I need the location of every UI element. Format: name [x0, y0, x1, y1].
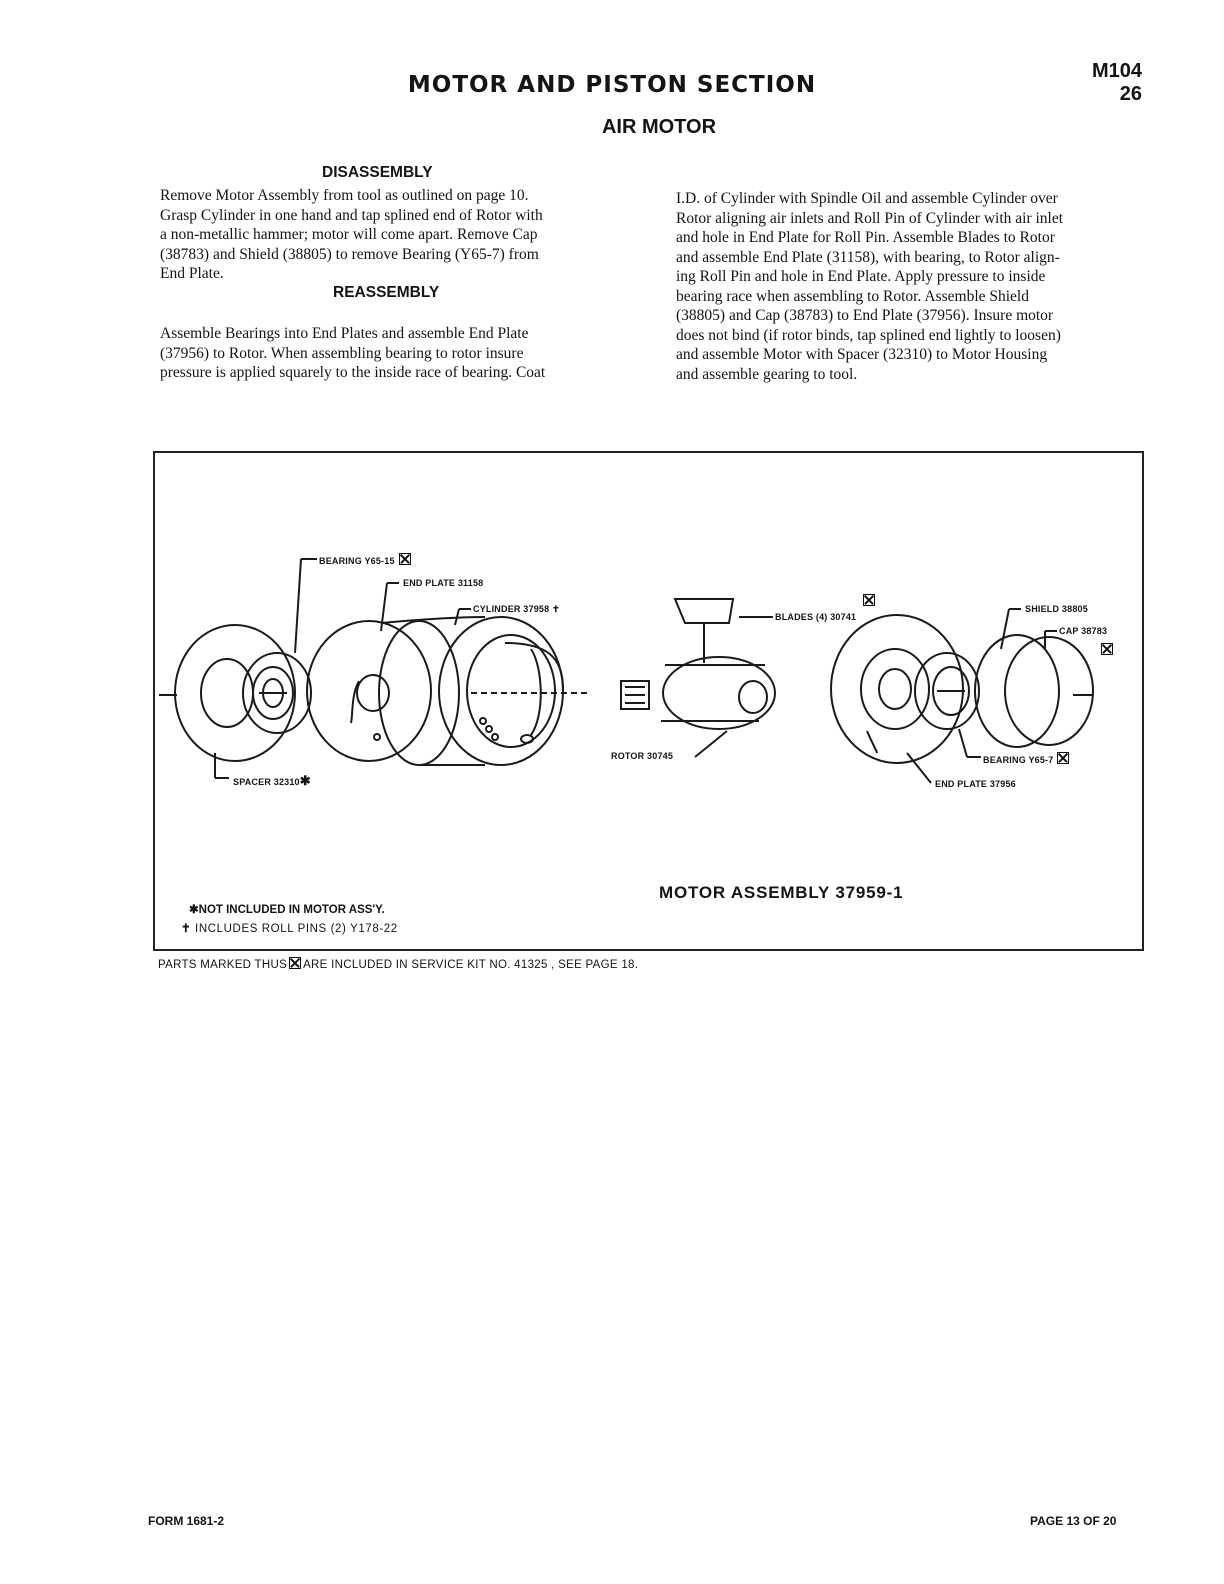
text-line: pressure is applied squarely to the inside race of bearing. Coat [160, 364, 546, 381]
disassembly-heading: DISASSEMBLY [322, 164, 433, 181]
label-bearing-y65-7 [983, 752, 1069, 765]
label-cylinder-37958 [473, 604, 560, 615]
label-blades-kit [859, 594, 875, 607]
motor-exploded-drawing [155, 453, 1142, 949]
service-kit-note [158, 957, 638, 971]
disassembly-text [160, 186, 628, 284]
text-line: and assemble gearing to tool. [676, 365, 858, 383]
label-end-plate-31158: END PLATE 31158 [403, 578, 484, 588]
form-number: FORM 1681-2 [148, 1514, 225, 1528]
text-line: bearing race when assembling to Rotor. Assemble Shield [676, 287, 1029, 305]
page-title: MOTOR AND PISTON SECTION [407, 72, 817, 98]
blades-part [675, 599, 733, 623]
spacer-bore [201, 659, 253, 727]
cross-marker-icon: ✝ [181, 923, 196, 935]
service-kit-box-icon [1057, 752, 1069, 764]
page-number: PAGE 13 OF 20 [1030, 1514, 1117, 1528]
service-kit-note-before: PARTS MARKED THUS [158, 959, 288, 971]
text-line: End Plate. [160, 265, 224, 282]
manual-code-top: M104 [1091, 60, 1142, 82]
text-line: (38783) and Shield (38805) to remove Bearing (Y65-7) from [160, 245, 539, 263]
section-subtitle: AIR MOTOR [601, 116, 717, 138]
text-line: (38805) and Cap (38783) to End Plate (37956). Insure motor [676, 307, 1054, 324]
label-rotor-30745: ROTOR 30745 [611, 751, 674, 761]
shield-part [975, 635, 1059, 747]
end-plate-left-part [307, 621, 431, 761]
label-shield-38805: SHIELD 38805 [1025, 604, 1088, 614]
service-kit-box-icon [399, 553, 411, 565]
reassembly-text-left [160, 324, 628, 383]
rotor-part [663, 657, 775, 729]
service-kit-box-icon [1101, 643, 1113, 655]
label-text: SPACER 32310 [233, 777, 300, 787]
reassembly-text-right [676, 189, 1144, 384]
cylinder-part [381, 617, 485, 623]
text-line: Assemble Bearings into End Plates and assemble End Plate [160, 325, 529, 342]
text-line: and assemble Motor with Spacer (32310) to Motor Housing [676, 346, 1048, 363]
text-line: Grasp Cylinder in one hand and tap splined end of Rotor with [160, 206, 543, 224]
text-line: and hole in End Plate for Roll Pin. Assemble Blades to Rotor [676, 229, 1055, 246]
note-roll-pins-text: INCLUDES ROLL PINS (2) Y178-22 [195, 923, 398, 935]
text-line: Remove Motor Assembly from tool as outlined on page 10. [160, 187, 529, 204]
label-end-plate-37956: END PLATE 37956 [935, 779, 1016, 789]
note-roll-pins [181, 921, 398, 935]
text-line: I.D. of Cylinder with Spindle Oil and assemble Cylinder over [676, 190, 1058, 207]
label-text: CYLINDER 37958 [473, 604, 550, 614]
text-line: does not bind (if rotor binds, tap splined end lightly to loosen) [676, 326, 1061, 344]
text-line: ing Roll Pin and hole in End Plate. Apply pressure to inside [676, 268, 1046, 285]
star-marker-icon: ✱ [299, 773, 311, 788]
label-text: BEARING Y65-15 [319, 556, 395, 566]
service-kit-box-icon [863, 594, 875, 606]
label-cap-38783: CAP 38783 [1059, 626, 1108, 636]
cross-marker-icon: ✝ [549, 604, 560, 614]
text-line: Rotor aligning air inlets and Roll Pin of Cylinder with air inlet [676, 209, 1064, 227]
text-line: (37956) to Rotor. When assembling bearing to rotor insure [160, 344, 524, 362]
text-line: and assemble End Plate (31158), with bearing, to Rotor align- [676, 248, 1060, 266]
label-spacer-32310 [233, 773, 311, 789]
note-not-included: ✱NOT INCLUDED IN MOTOR ASS'Y. [189, 904, 385, 916]
manual-code-page: 26 [1119, 83, 1142, 105]
figure-caption: MOTOR ASSEMBLY 37959-1 [659, 883, 904, 902]
end-plate-right-part [831, 615, 963, 763]
text-line: a non-metallic hammer; motor will come apart. Remove Cap [160, 226, 538, 243]
label-blades-30741: BLADES (4) 30741 [775, 612, 857, 622]
label-text: BEARING Y65-7 [983, 755, 1054, 765]
label-bearing-y65-15 [319, 553, 411, 566]
label-cap-kit [1097, 643, 1113, 656]
service-kit-note-after: ARE INCLUDED IN SERVICE KIT NO. 41325 , SEE PAGE 18. [303, 959, 639, 971]
service-kit-box-icon [289, 957, 301, 969]
reassembly-heading: REASSEMBLY [333, 284, 440, 301]
exploded-view-figure [153, 451, 1144, 951]
manual-code [1092, 60, 1142, 106]
